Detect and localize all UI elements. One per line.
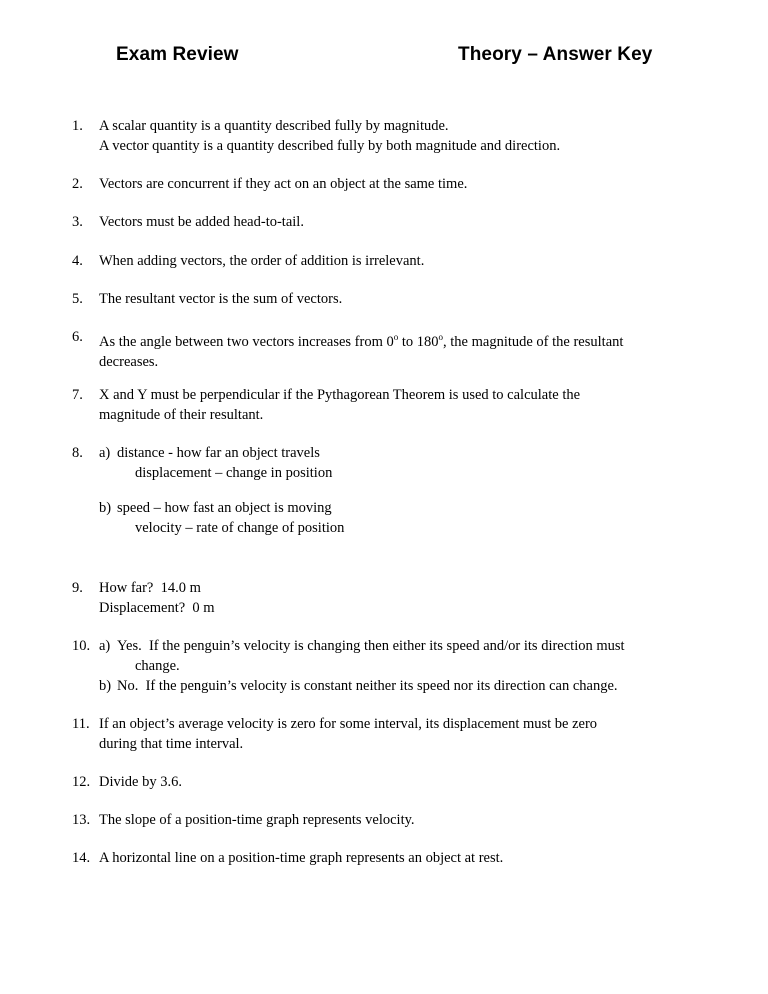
- answer-text-part: to 180: [398, 333, 439, 350]
- answer-item-9: [72, 578, 712, 618]
- degree-mark: o: [393, 332, 399, 342]
- answer-item-10: [72, 636, 712, 696]
- page-title-left: Exam Review: [116, 44, 239, 65]
- answer-line: A scalar quantity is a quantity described fully by magnitude.: [99, 118, 449, 134]
- answer-line: No. If the penguin’s velocity is constant neither its speed nor its direction can change.: [117, 678, 618, 694]
- answer-item-5: [72, 289, 712, 309]
- answer-text: Divide by 3.6.: [99, 774, 182, 790]
- item-number: 2.: [72, 176, 83, 192]
- answer-line: velocity – rate of change of position: [135, 520, 345, 536]
- answer-line: How far? 14.0 m: [99, 580, 201, 596]
- item-number: 4.: [72, 253, 83, 269]
- item-number: 13.: [72, 812, 91, 828]
- item-number: 1.: [72, 118, 83, 134]
- sub-answer-a: [99, 443, 712, 483]
- answer-line: Yes. If the penguin’s velocity is changing then either its speed and/or its direction must: [117, 638, 625, 654]
- sub-label: b): [99, 500, 112, 516]
- answer-text: Vectors must be added head-to-tail.: [99, 214, 304, 230]
- answer-item-14: [72, 848, 712, 868]
- answer-line: X and Y must be perpendicular if the Pythagorean Theorem is used to calculate the: [99, 387, 581, 403]
- answer-text: A horizontal line on a position-time graph represents an object at rest.: [99, 850, 504, 866]
- answer-line: during that time interval.: [99, 736, 244, 752]
- sub-label: a): [99, 445, 111, 461]
- degree-mark: o: [438, 332, 444, 342]
- answer-line: change.: [135, 658, 180, 674]
- answer-item-12: [72, 772, 712, 792]
- page-title-right: Theory – Answer Key: [458, 44, 653, 65]
- answer-line: decreases.: [99, 353, 159, 370]
- item-number: 10.: [72, 638, 91, 654]
- sub-answer-b: [99, 676, 712, 696]
- answer-item-8: [72, 443, 712, 538]
- answer-item-3: [72, 212, 712, 232]
- answer-text-part: As the angle between two vectors increases from 0: [99, 333, 394, 350]
- answer-line: Displacement? 0 m: [99, 600, 215, 616]
- item-number: 8.: [72, 445, 83, 461]
- item-number: 3.: [72, 214, 83, 230]
- item-number: 14.: [72, 850, 91, 866]
- answer-item-6: [72, 327, 712, 372]
- answer-line: If an object’s average velocity is zero for some interval, its displacement must be zero: [99, 716, 598, 732]
- item-number: 11.: [72, 716, 90, 732]
- answer-text-part: , the magnitude of the resultant: [443, 333, 624, 350]
- answer-item-7: [72, 385, 712, 425]
- answer-item-2: [72, 174, 712, 194]
- answer-item-11: [72, 714, 712, 754]
- sub-answer-b: [99, 498, 712, 538]
- answer-line: speed – how fast an object is moving: [117, 500, 332, 516]
- answer-line: [99, 327, 712, 352]
- answer-text: The slope of a position-time graph represents velocity.: [99, 812, 415, 828]
- sub-answer-a: [99, 636, 712, 676]
- answer-text: Vectors are concurrent if they act on an object at the same time.: [99, 176, 468, 192]
- answer-line: magnitude of their resultant.: [99, 407, 264, 423]
- answer-text: The resultant vector is the sum of vectors.: [99, 291, 343, 307]
- answer-text: When adding vectors, the order of addition is irrelevant.: [99, 253, 425, 269]
- item-number: 5.: [72, 291, 83, 307]
- item-number: 9.: [72, 580, 83, 596]
- item-number: 6.: [72, 329, 83, 345]
- answer-item-4: [72, 251, 712, 271]
- item-number: 12.: [72, 774, 91, 790]
- answer-item-13: [72, 810, 712, 830]
- answer-line: A vector quantity is a quantity described fully by both magnitude and direction.: [99, 138, 561, 154]
- answer-line: displacement – change in position: [135, 465, 333, 481]
- sub-label: a): [99, 638, 111, 654]
- item-number: 7.: [72, 387, 83, 403]
- answer-item-1: [72, 116, 712, 156]
- sub-label: b): [99, 678, 112, 694]
- answer-line: distance - how far an object travels: [117, 445, 320, 461]
